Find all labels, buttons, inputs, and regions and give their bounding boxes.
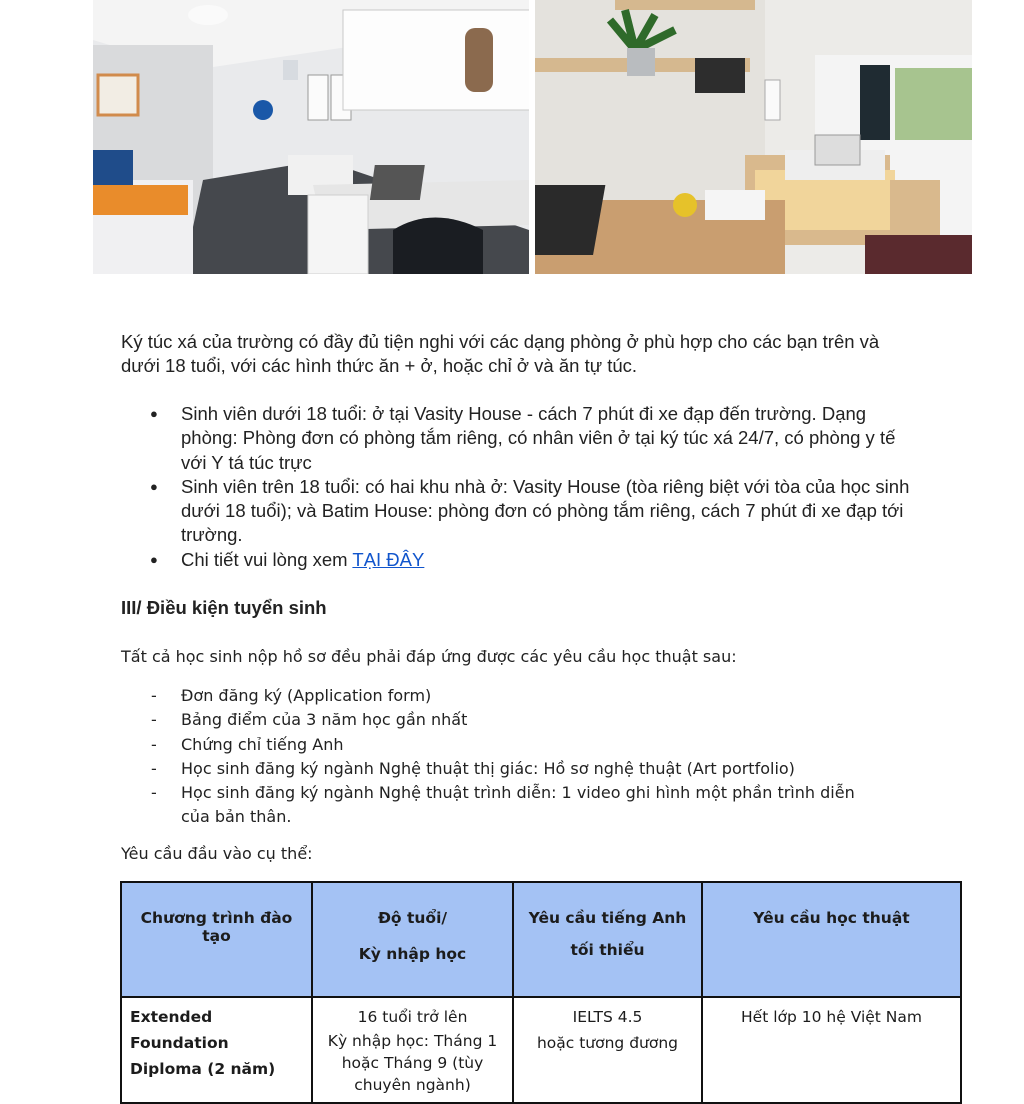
table-row	[121, 997, 961, 1103]
list-item: ● Sinh viên dưới 18 tuổi: ở tại Vasity House - cách 7 phút đi xe đạp đến trường. Dạng phòng: Phòng đơn có phòng tắm riêng, có nhân viên ở tại ký túc xá 24/7, có phòng y tế với Y tá túc trực	[121, 402, 911, 475]
table-header-row	[121, 882, 961, 997]
cell-age: 16 tuổi trở lên Kỳ nhập học: Tháng 1 hoặc Tháng 9 (tùy chuyên ngành)	[312, 997, 513, 1103]
dorm-room-photo-2	[535, 0, 972, 274]
requirements-intro: Tất cả học sinh nộp hồ sơ đều phải đáp ứng được các yêu cầu học thuật sau:	[121, 647, 737, 666]
header-english: Yêu cầu tiếng Anh tối thiểu	[513, 882, 702, 997]
header-academic: Yêu cầu học thuật	[702, 882, 961, 997]
list-item: ● Sinh viên trên 18 tuổi: có hai khu nhà ở: Vasity House (tòa riêng biệt với tòa của học sinh dưới 18 tuổi); và Batim House: phòng đơn có phòng tắm riêng, cách 7 phút đi xe đạp tới trường.	[121, 475, 911, 548]
cell-english: IELTS 4.5 hoặc tương đương	[513, 997, 702, 1103]
entry-requirements-table	[120, 881, 962, 1104]
requirements-list	[121, 684, 881, 830]
details-link[interactable]: TẠI ĐÂY	[352, 548, 425, 570]
list-item: - Chứng chỉ tiếng Anh	[121, 733, 881, 757]
admission-section-heading: III/ Điều kiện tuyển sinh	[121, 597, 327, 618]
list-item: - Bảng điểm của 3 năm học gần nhất	[121, 708, 881, 732]
header-program: Chương trình đào tạo	[121, 882, 312, 997]
entry-requirements-title: Yêu cầu đầu vào cụ thể:	[121, 844, 313, 863]
list-item	[121, 548, 911, 572]
details-text: Chi tiết vui lòng xem	[181, 548, 353, 570]
dormitory-intro-paragraph: Ký túc xá của trường có đầy đủ tiện nghi với các dạng phòng ở phù hợp cho các bạn trên và dưới 18 tuổi, với các hình thức ăn + ở, hoặc chỉ ở và ăn tự túc.	[121, 331, 880, 376]
dormitory-bullet-list	[121, 402, 911, 572]
cell-program: Extended Foundation Diploma (2 năm)	[121, 997, 312, 1103]
cell-academic: Hết lớp 10 hệ Việt Nam	[702, 997, 961, 1103]
list-item: - Học sinh đăng ký ngành Nghệ thuật trình diễn: 1 video ghi hình một phần trình diễn của bản thân.	[121, 781, 881, 830]
dorm-room-photo-1	[93, 0, 529, 274]
list-item: - Học sinh đăng ký ngành Nghệ thuật thị giác: Hồ sơ nghệ thuật (Art portfolio)	[121, 757, 881, 781]
list-item: - Đơn đăng ký (Application form)	[121, 684, 881, 708]
header-age: Độ tuổi/ Kỳ nhập học	[312, 882, 513, 997]
